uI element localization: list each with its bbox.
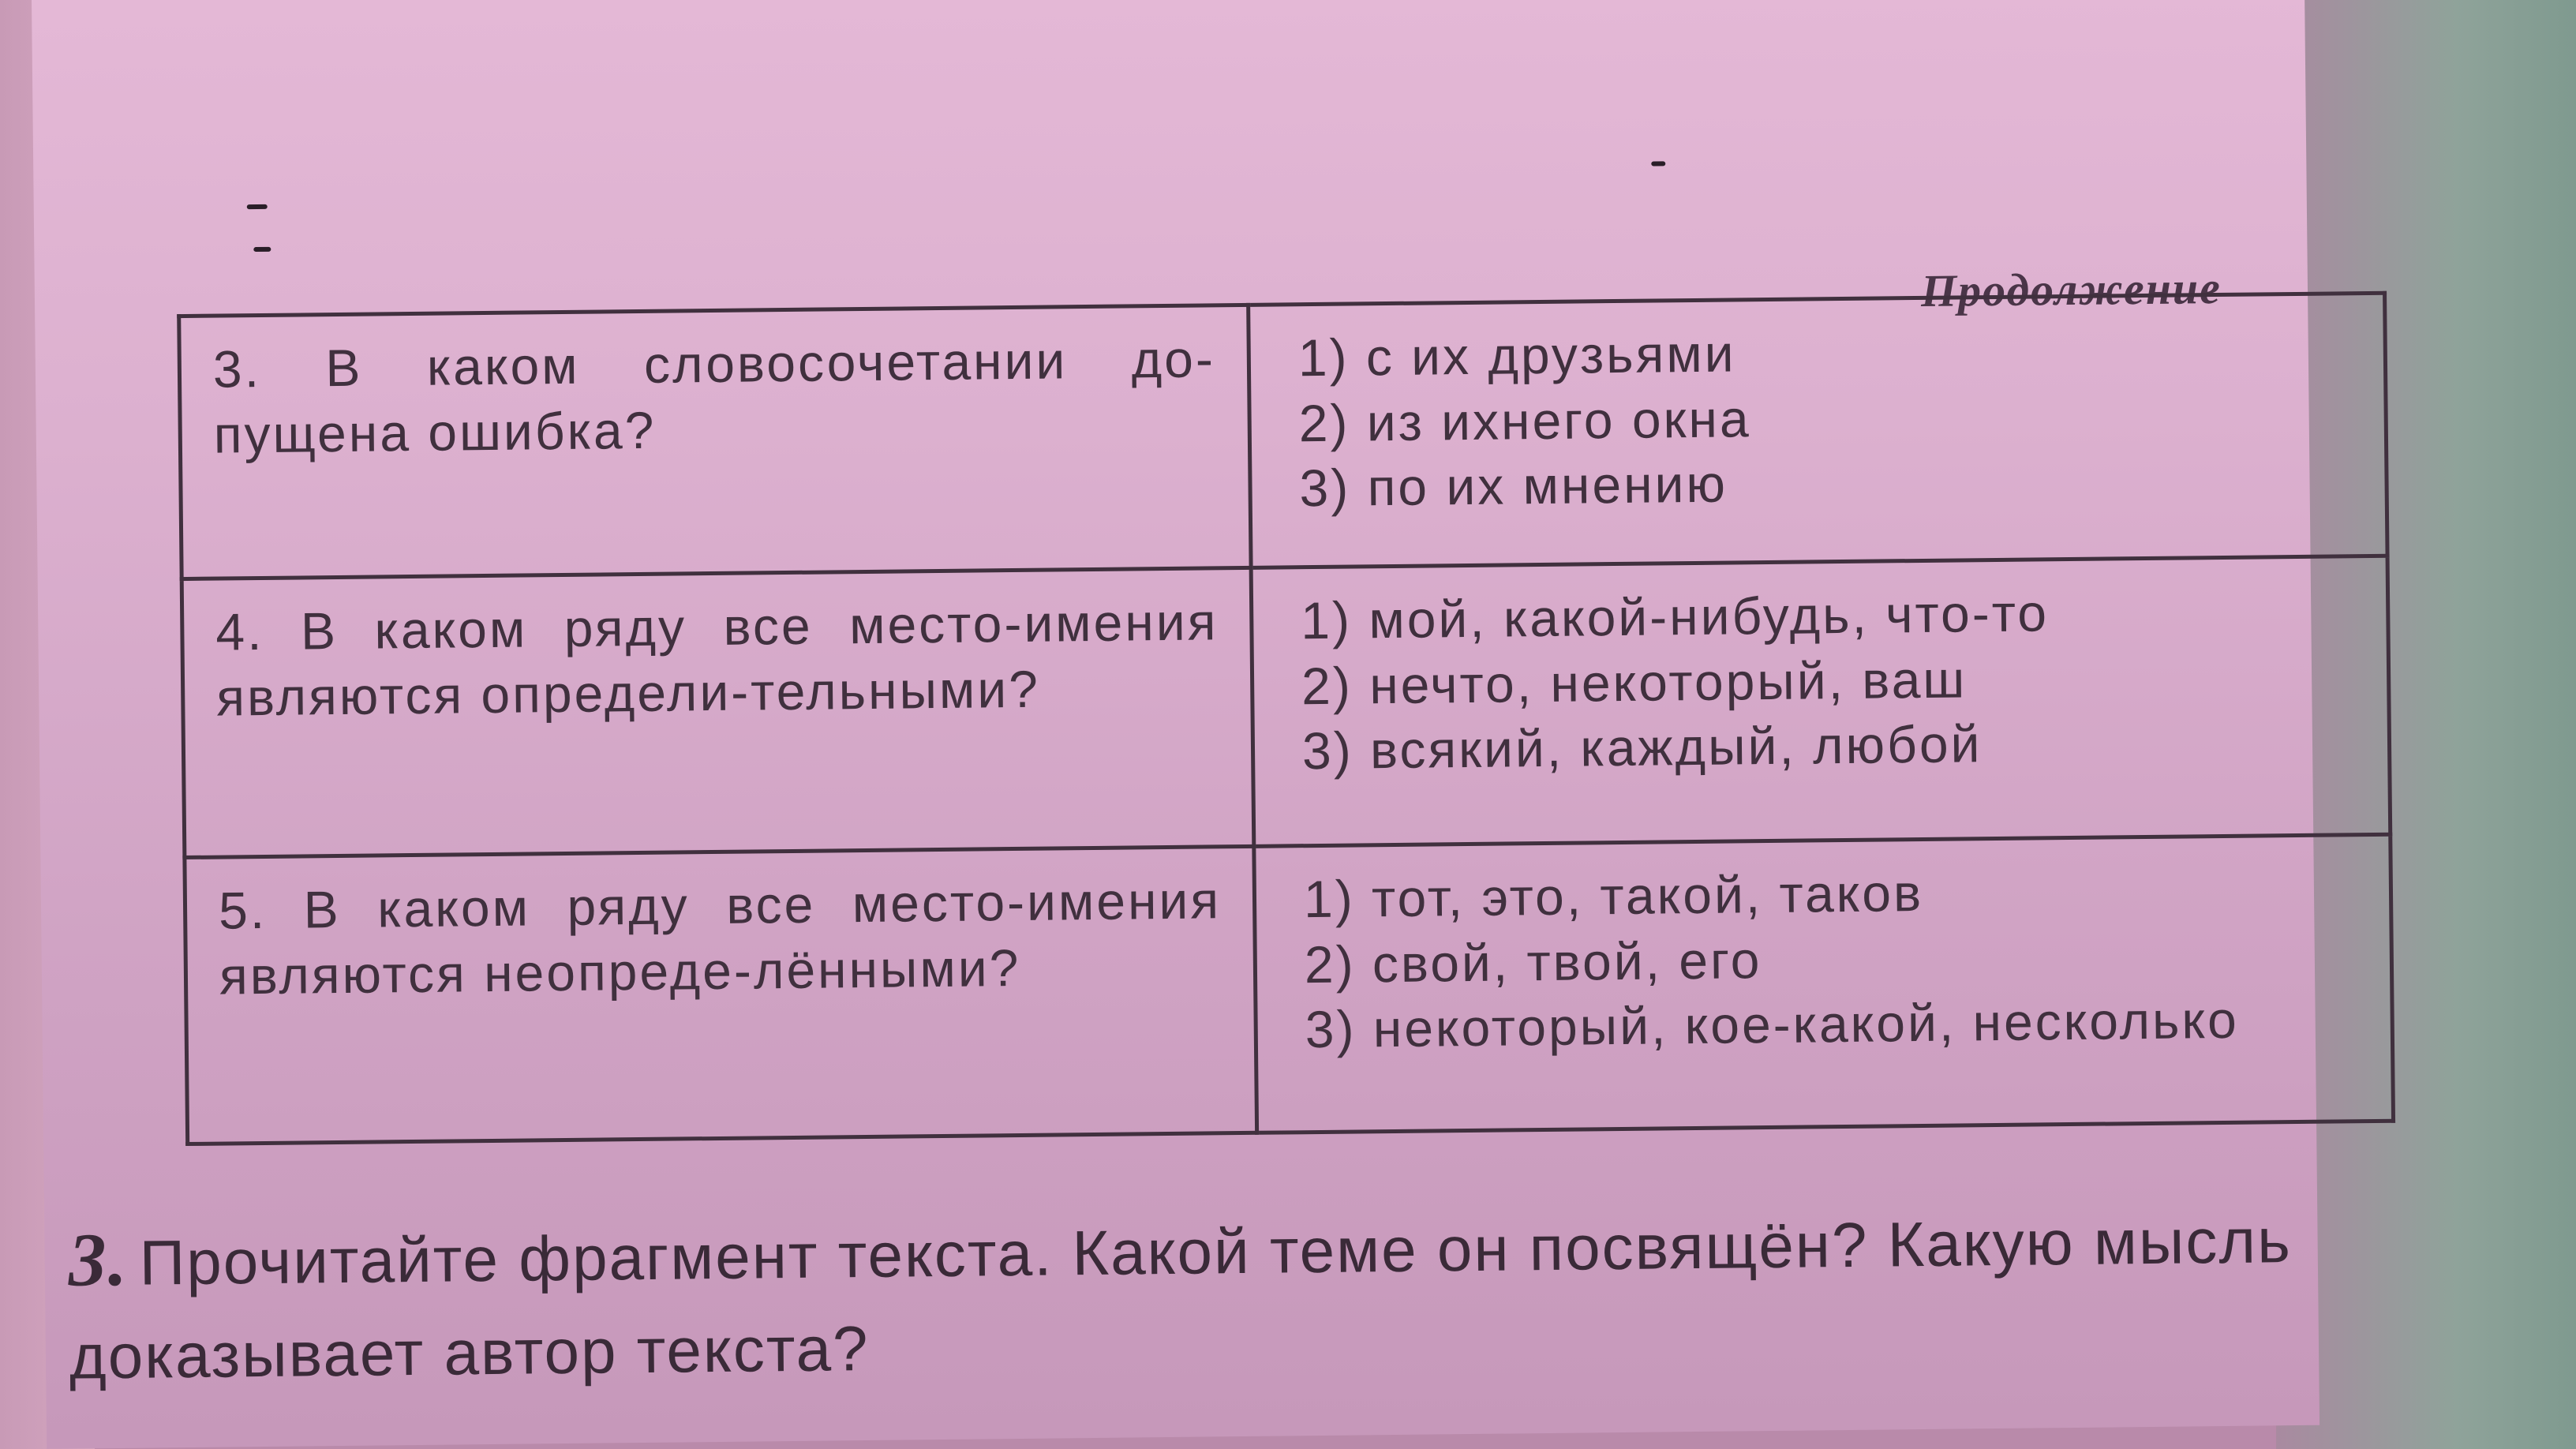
options-cell (1251, 556, 2391, 846)
quiz-table (177, 291, 2395, 1146)
table-row (179, 293, 2387, 578)
answer-option: 1) мой, какой-нибудь, что-то (1300, 583, 2050, 650)
pen-mark (247, 204, 268, 209)
answer-option: 1) с их друзьями (1297, 324, 1736, 388)
pen-mark (1651, 161, 1665, 166)
question-cell: 3. В каком словосочетании до-пущена ошибка? (179, 305, 1251, 578)
question-cell: 4. В каком ряду все место-имения являются определи-тельными? (182, 567, 1254, 857)
book-page (32, 0, 2320, 1449)
question-cell: 5. В каком ряду все место-имения являются неопреде-лёнными? (185, 846, 1257, 1144)
continuation-label: Продолжение (1920, 261, 2222, 316)
task-paragraph (68, 1181, 2516, 1402)
options-cell (1249, 293, 2387, 567)
task-text: Прочитайте фрагмент текста. Какой теме он посвящён? Какую мысль доказывает автор текста? (69, 1205, 2293, 1392)
answer-option: 3) по их мнению (1299, 454, 1728, 518)
table-row (182, 556, 2391, 857)
answer-option: 3) некоторый, кое-какой, несколько (1305, 990, 2240, 1059)
answer-option: 3) всякий, каждый, любой (1301, 714, 1983, 781)
task-number: 3. (68, 1216, 129, 1302)
options-cell (1254, 834, 2394, 1133)
answer-option: 2) нечто, некоторый, ваш (1301, 649, 1968, 715)
answer-option: 2) свой, твой, его (1304, 930, 1762, 994)
pen-mark (253, 247, 271, 252)
answer-option: 1) тот, это, такой, таков (1303, 863, 1924, 929)
answer-option: 2) из ихнего окна (1298, 388, 1751, 452)
table-row (185, 834, 2394, 1144)
